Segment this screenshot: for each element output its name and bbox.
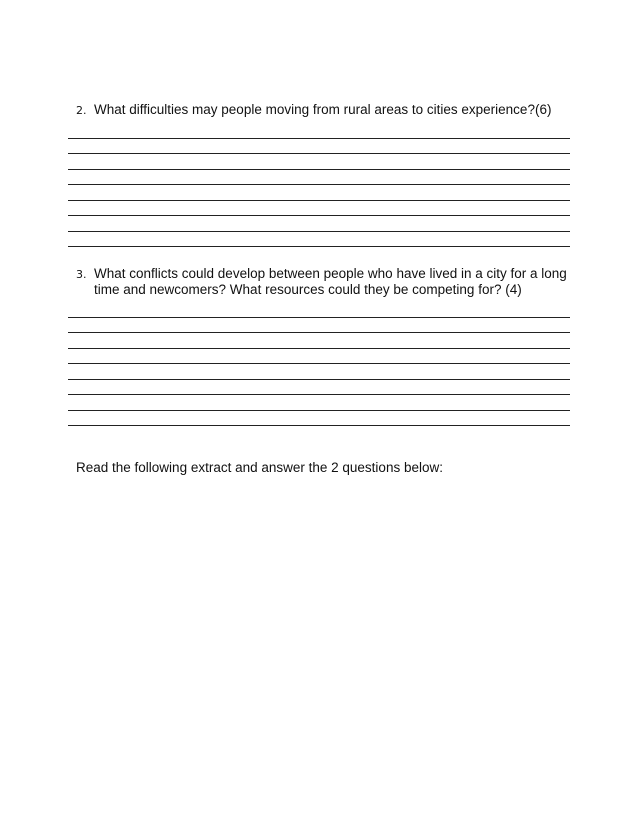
answer-line[interactable] (68, 318, 570, 334)
answer-line[interactable] (68, 154, 570, 170)
extract-instruction: Read the following extract and answer the 2 questions below: (76, 460, 443, 475)
question-3-header (68, 266, 570, 298)
question-2-header (68, 102, 570, 119)
answer-line[interactable] (68, 395, 570, 411)
answer-line[interactable] (68, 123, 570, 139)
answer-line[interactable] (68, 170, 570, 186)
answer-line[interactable] (68, 411, 570, 427)
question-3 (68, 266, 570, 426)
answer-line[interactable] (68, 349, 570, 365)
question-3-number: 3. (76, 268, 87, 281)
answer-line[interactable] (68, 185, 570, 201)
question-3-text: What conflicts could develop between people who have lived in a city for a long time and newcomers? What resources could they be competing for? (4) (94, 266, 567, 297)
question-3-answer-area[interactable] (68, 302, 570, 426)
answer-line[interactable] (68, 201, 570, 217)
answer-line[interactable] (68, 333, 570, 349)
answer-line[interactable] (68, 302, 570, 318)
answer-line[interactable] (68, 364, 570, 380)
question-2 (68, 102, 570, 247)
question-2-number: 2. (76, 104, 87, 117)
question-2-text: What difficulties may people moving from rural areas to cities experience?(6) (94, 102, 552, 117)
answer-line[interactable] (68, 216, 570, 232)
answer-line[interactable] (68, 232, 570, 248)
answer-line[interactable] (68, 380, 570, 396)
answer-line[interactable] (68, 139, 570, 155)
question-2-answer-area[interactable] (68, 123, 570, 247)
